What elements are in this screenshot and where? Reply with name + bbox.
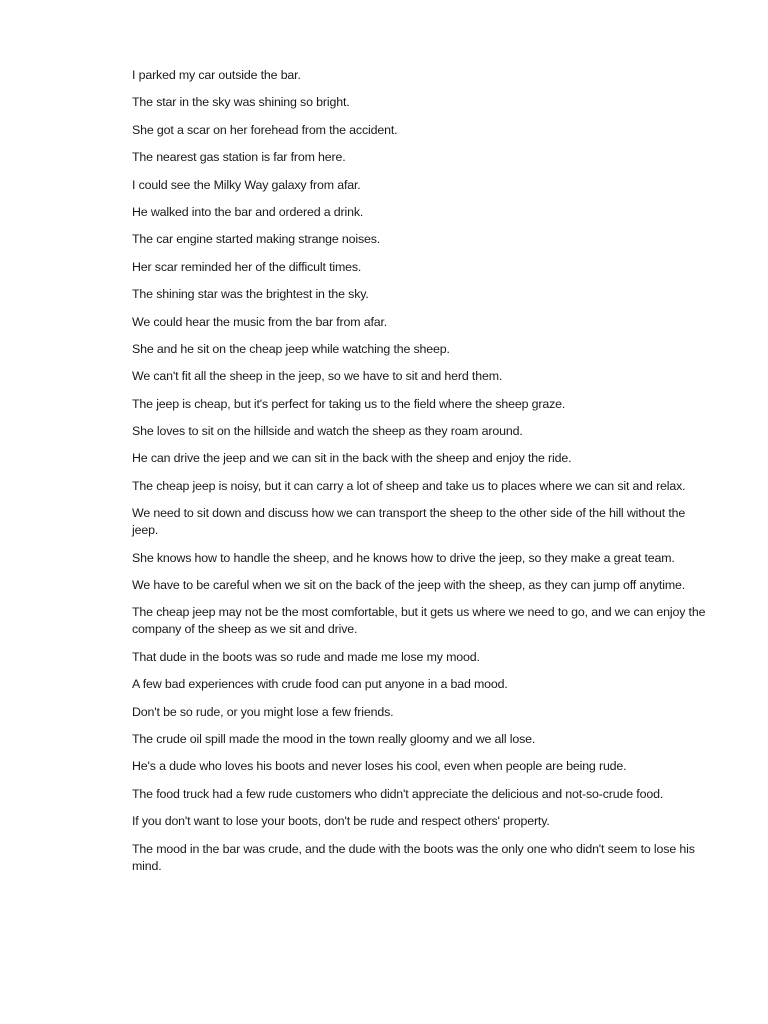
sentence: She loves to sit on the hillside and watch the sheep as they roam around. — [132, 424, 523, 439]
sentence: The crude oil spill made the mood in the town really gloomy and we all lose. — [132, 731, 536, 746]
sentence: She got a scar on her forehead from the accident. — [132, 122, 398, 137]
sentence: Don't be so rude, or you might lose a few friends. — [132, 704, 394, 719]
sentence: The jeep is cheap, but it's perfect for taking us to the field where the sheep graze. — [132, 396, 566, 411]
sentence: He can drive the jeep and we can sit in the back with the sheep and enjoy the ride. — [132, 451, 572, 466]
sentence: The mood in the bar was crude, and the dude with the boots was the only one who didn't seem to lose his mind. — [132, 841, 695, 873]
sentence: The cheap jeep may not be the most comfortable, but it gets us where we need to go, and we can enjoy the company of the sheep as we sit and drive. — [132, 605, 706, 637]
sentence: If you don't want to lose your boots, don't be rude and respect others' property. — [132, 814, 550, 829]
sentence: The nearest gas station is far from here. — [132, 150, 346, 165]
sentence: We have to be careful when we sit on the back of the jeep with the sheep, as they can jump off anytime. — [132, 578, 686, 593]
sentence: I could see the Milky Way galaxy from afar. — [132, 177, 361, 192]
sentence: The star in the sky was shining so bright. — [132, 95, 350, 110]
sentence: The food truck had a few rude customers who didn't appreciate the delicious and not-so-crude food. — [132, 786, 664, 801]
sentence: He's a dude who loves his boots and never loses his cool, even when people are being rude. — [132, 759, 627, 774]
sentence: The shining star was the brightest in the sky. — [132, 287, 369, 302]
sentence: She knows how to handle the sheep, and he knows how to drive the jeep, so they make a great team. — [132, 550, 675, 565]
sentence: I parked my car outside the bar. — [132, 68, 301, 82]
sentence: We can't fit all the sheep in the jeep, so we have to sit and herd them. — [132, 369, 503, 384]
sentence: A few bad experiences with crude food can put anyone in a bad mood. — [132, 677, 508, 692]
sentence: We need to sit down and discuss how we can transport the sheep to the other side of the hill without the jeep. — [132, 506, 686, 538]
document-body — [132, 67, 712, 885]
sentence: The car engine started making strange noises. — [132, 232, 381, 247]
sentence: We could hear the music from the bar from afar. — [132, 314, 388, 329]
sentence: He walked into the bar and ordered a drink. — [132, 204, 364, 219]
sentence: The cheap jeep is noisy, but it can carry a lot of sheep and take us to places where we can sit and relax. — [132, 478, 686, 493]
sentence: That dude in the boots was so rude and made me lose my mood. — [132, 649, 480, 664]
sentence: Her scar reminded her of the difficult times. — [132, 259, 362, 274]
sentence: She and he sit on the cheap jeep while watching the sheep. — [132, 341, 450, 356]
